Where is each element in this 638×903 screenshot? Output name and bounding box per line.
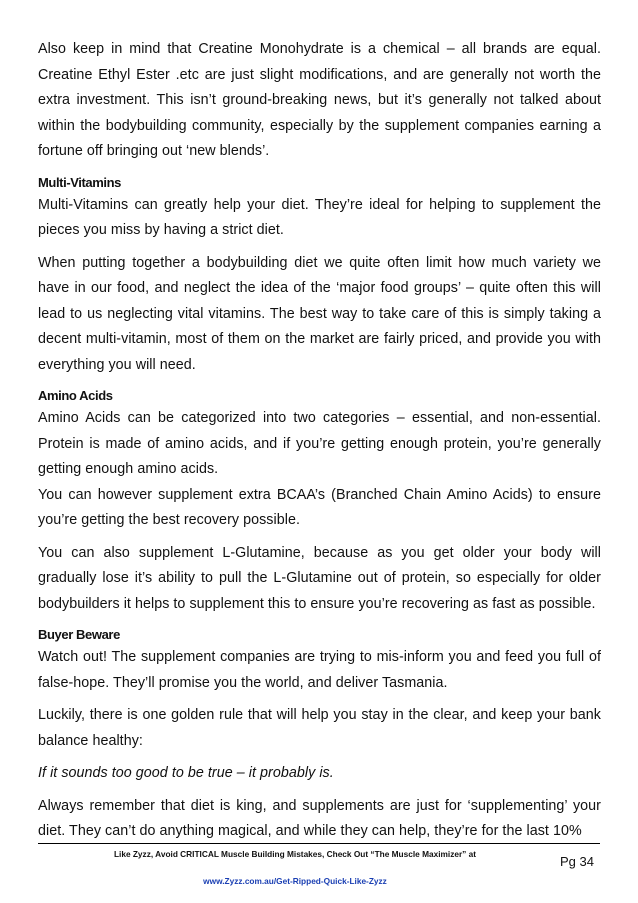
paragraph-creatine: Also keep in mind that Creatine Monohydrate is a chemical – all brands are equal. Creatine Ethyl Ester .etc are just slight modifications, and are generally not worth the extra investment. This isn’t ground-breaking news, but it’s generally not talked about within the bodybuilding community, especially by the supplement companies earning a fortune off bringing out ‘new blends’. <box>38 41 601 159</box>
paragraph-watch-out: Watch out! The supplement companies are trying to mis-inform you and feed you full of false-hope. They’ll promise you the world, and deliver Tasmania. <box>38 649 601 691</box>
footer-promo-text: Like Zyzz, Avoid CRITICAL Muscle Building Mistakes, Check Out “The Muscle Maximizer” at <box>113 849 477 859</box>
paragraph-amino-categories: Amino Acids can be categorized into two categories – essential, and non-essential. Protein is made of amino acids, and if you’re getting enough protein, you’re generally getting enough amino acids. <box>38 410 601 477</box>
page-number: Pg 34 <box>560 854 594 869</box>
page-content <box>38 37 601 852</box>
paragraph-multivitamins-detail: When putting together a bodybuilding diet we quite often limit how much variety we have in our food, and neglect the idea of the ‘major food groups’ – quite often this will lead to us neglecting vital vitamins. The best way to take care of this is simply taking a decent multi-vitamin, most of them on the market are fairly priced, and provide you with everything you will need. <box>38 254 601 373</box>
paragraph-multivitamins-intro: Multi-Vitamins can greatly help your diet. They’re ideal for helping to supplement the pieces you miss by having a strict diet. <box>38 196 601 238</box>
paragraph-glutamine: You can also supplement L-Glutamine, because as you get older your body will gradually lose it’s ability to pull the L-Glutamine out of protein, so especially for older bodybuilders it helps to supplement this to ensure you’re recovering as fast as possible. <box>38 544 601 612</box>
footer-link[interactable]: www.Zyzz.com.au/Get-Ripped-Quick-Like-Zyzz <box>203 876 387 886</box>
heading-multi-vitamins: Multi-Vitamins <box>38 174 122 190</box>
heading-buyer-beware: Buyer Beware <box>38 627 120 642</box>
paragraph-golden-rule: Luckily, there is one golden rule that will help you stay in the clear, and keep your bank balance healthy: <box>38 707 601 749</box>
heading-amino-acids: Amino Acids <box>38 388 113 403</box>
paragraph-diet-is-king: Always remember that diet is king, and supplements are just for ‘supplementing’ your diet. They can’t do anything magical, and while they can help, they’re for the last 10% <box>38 797 601 839</box>
footer-divider <box>38 843 600 844</box>
paragraph-bcaa: You can however supplement extra BCAA’s (Branched Chain Amino Acids) to ensure you’re getting the best recovery possible. <box>38 486 601 528</box>
paragraph-golden-rule-quote: If it sounds too good to be true – it probably is. <box>38 765 334 781</box>
